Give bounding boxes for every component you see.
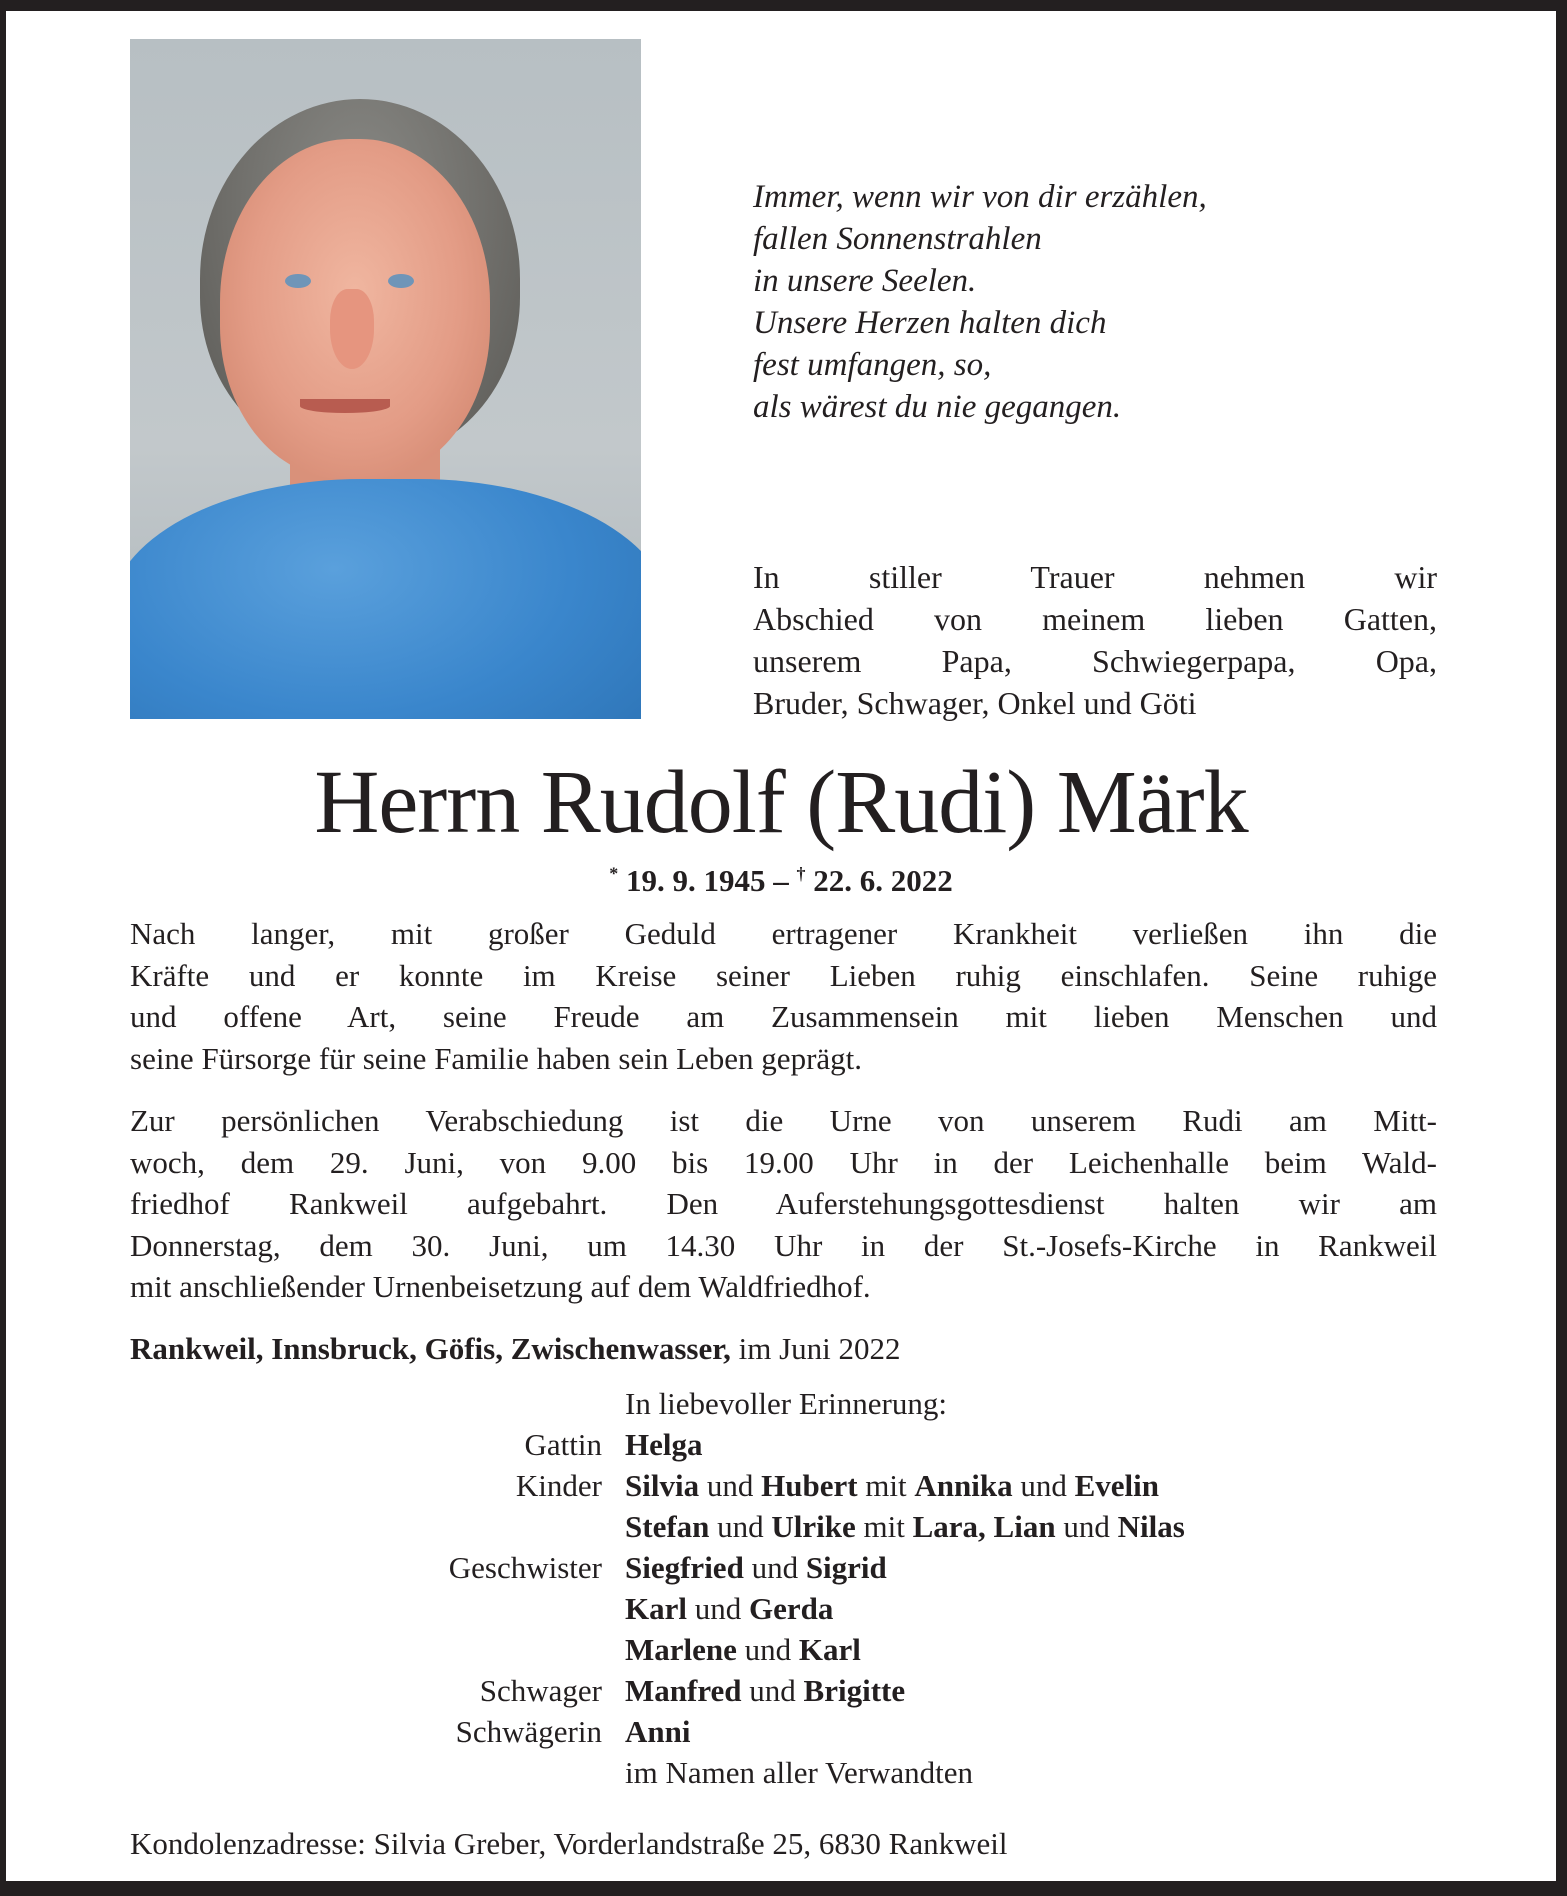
connector-text: im Namen aller Verwandten <box>625 1755 974 1790</box>
relation-label: Gattin <box>524 1427 602 1462</box>
mourner-row <box>6 1506 1556 1547</box>
mourner-name: Annika <box>914 1468 1013 1503</box>
mourner-name: Nilas <box>1117 1509 1185 1544</box>
mourners-list <box>6 1383 1556 1793</box>
mourner-name: Karl <box>625 1591 687 1626</box>
text-line: friedhof Rankweil aufgebahrt. Den Auferstehungsgottesdienst halten wir am <box>130 1186 1437 1221</box>
death-date: 22. 6. 2022 <box>813 863 953 898</box>
text-line: Nach langer, mit großer Geduld ertragener Krankheit verließen ihn die <box>130 916 1437 951</box>
mourner-names <box>625 1506 1185 1547</box>
mourner-name: Stefan <box>625 1509 710 1544</box>
poem-line: als wärest du nie gegangen. <box>753 389 1122 425</box>
mourner-name: Brigitte <box>803 1673 906 1708</box>
mourner-name: Evelin <box>1074 1468 1160 1503</box>
places: Rankweil, Innsbruck, Göfis, Zwischenwasser, <box>130 1331 731 1366</box>
text-line: Bruder, Schwager, Onkel und Göti <box>753 685 1197 721</box>
month-year: im Juni 2022 <box>730 1331 901 1366</box>
connector-text: und <box>699 1468 762 1503</box>
mourner-row <box>6 1547 1556 1588</box>
relation-label <box>6 1506 625 1547</box>
mourner-row <box>6 1588 1556 1629</box>
text-line: mit anschließender Urnenbeisetzung auf dem Waldfriedhof. <box>130 1269 871 1304</box>
connector-text: und <box>736 1632 799 1667</box>
mourner-name: Lara, Lian <box>912 1509 1056 1544</box>
text-line: woch, dem 29. Juni, von 9.00 bis 19.00 Uhr in der Leichenhalle beim Wald- <box>130 1144 1437 1180</box>
portrait-photo <box>130 39 641 719</box>
mourner-row <box>6 1711 1556 1752</box>
text-line: unserem Papa, Schwiegerpapa, Opa, <box>753 643 1437 679</box>
text-line: Donnerstag, dem 30. Juni, um 14.30 Uhr in der St.-Josefs-Kirche in Rankweil <box>130 1227 1437 1263</box>
connector-text: und <box>687 1591 749 1626</box>
connector-text: und <box>709 1509 772 1544</box>
relation-label: Kinder <box>515 1468 602 1503</box>
connector-text: In liebevoller Erinnerung: <box>625 1386 947 1421</box>
mourner-names <box>625 1547 887 1588</box>
obituary-notice <box>6 11 1556 1881</box>
relation-label <box>6 1383 625 1424</box>
mourner-names <box>625 1670 905 1711</box>
poem-line: fallen Sonnenstrahlen <box>753 221 1042 257</box>
mourner-name: Siegfried <box>625 1550 744 1585</box>
text-line: Abschied von meinem lieben Gatten, <box>753 601 1437 637</box>
mourner-row <box>6 1465 1556 1506</box>
life-dates: * 19. 9. 1945 – † 22. 6. 2022 <box>609 863 953 898</box>
connector-text: und <box>1055 1509 1118 1544</box>
condolence-address: Kondolenzadresse: Silvia Greber, Vorderlandstraße 25, 6830 Rankweil <box>130 1826 1008 1861</box>
mourner-name: Manfred <box>625 1673 742 1708</box>
paragraph-illness <box>130 913 1437 1079</box>
mourner-name: Silvia <box>625 1468 700 1503</box>
relation-label <box>6 1588 625 1629</box>
connector-text: und <box>1012 1468 1075 1503</box>
mourner-names <box>625 1588 833 1629</box>
text-line: seine Fürsorge für seine Familie haben sein Leben geprägt. <box>130 1040 863 1076</box>
poem-line: in unsere Seelen. <box>753 263 977 299</box>
connector-text: mit <box>857 1468 915 1503</box>
mourner-names <box>625 1711 690 1752</box>
mourner-names <box>625 1465 1159 1506</box>
mourner-row <box>6 1383 1556 1424</box>
mourner-names <box>625 1629 861 1670</box>
mourner-row <box>6 1752 1556 1793</box>
mourner-name: Hubert <box>761 1468 858 1503</box>
mourner-names <box>625 1424 703 1465</box>
relation-label: Geschwister <box>448 1550 602 1585</box>
mourning-intro <box>753 556 1437 724</box>
paragraph-funeral <box>130 1100 1437 1308</box>
memorial-poem <box>753 176 1207 428</box>
mourner-names <box>625 1752 973 1793</box>
mourner-name: Karl <box>798 1632 861 1667</box>
relation-label <box>6 1752 625 1793</box>
birth-date: 19. 9. 1945 <box>626 863 766 898</box>
mourner-name: Gerda <box>749 1591 834 1626</box>
mourner-row <box>6 1670 1556 1711</box>
poem-line: Unsere Herzen halten dich <box>753 305 1107 341</box>
poem-line: Immer, wenn wir von dir erzählen, <box>753 179 1207 215</box>
mourner-name: Anni <box>625 1714 691 1749</box>
mourner-name: Helga <box>625 1427 703 1462</box>
mourner-name: Sigrid <box>805 1550 887 1585</box>
relation-label <box>6 1629 625 1670</box>
relation-label: Schwager <box>479 1673 602 1708</box>
mourner-row <box>6 1629 1556 1670</box>
mourner-row <box>6 1424 1556 1465</box>
connector-text: und <box>741 1673 804 1708</box>
connector-text: mit <box>855 1509 913 1544</box>
mourner-names <box>625 1383 947 1424</box>
places-date <box>130 1331 901 1367</box>
poem-line: fest umfangen, so, <box>753 347 992 383</box>
text-line: Kräfte und er konnte im Kreise seiner Lieben ruhig einschlafen. Seine ruhige <box>130 957 1437 993</box>
text-line: und offene Art, seine Freude am Zusammensein mit lieben Menschen und <box>130 999 1437 1034</box>
text-line: In stiller Trauer nehmen wir <box>753 559 1437 595</box>
text-line: Zur persönlichen Verabschiedung ist die Urne von unserem Rudi am Mitt- <box>130 1103 1437 1138</box>
relation-label: Schwägerin <box>455 1714 602 1749</box>
mourner-name: Marlene <box>625 1632 737 1667</box>
date-separator: – <box>773 863 789 898</box>
connector-text: und <box>743 1550 806 1585</box>
mourner-name: Ulrike <box>771 1509 856 1544</box>
deceased-name: Herrn Rudolf (Rudi) Märk <box>314 753 1248 852</box>
